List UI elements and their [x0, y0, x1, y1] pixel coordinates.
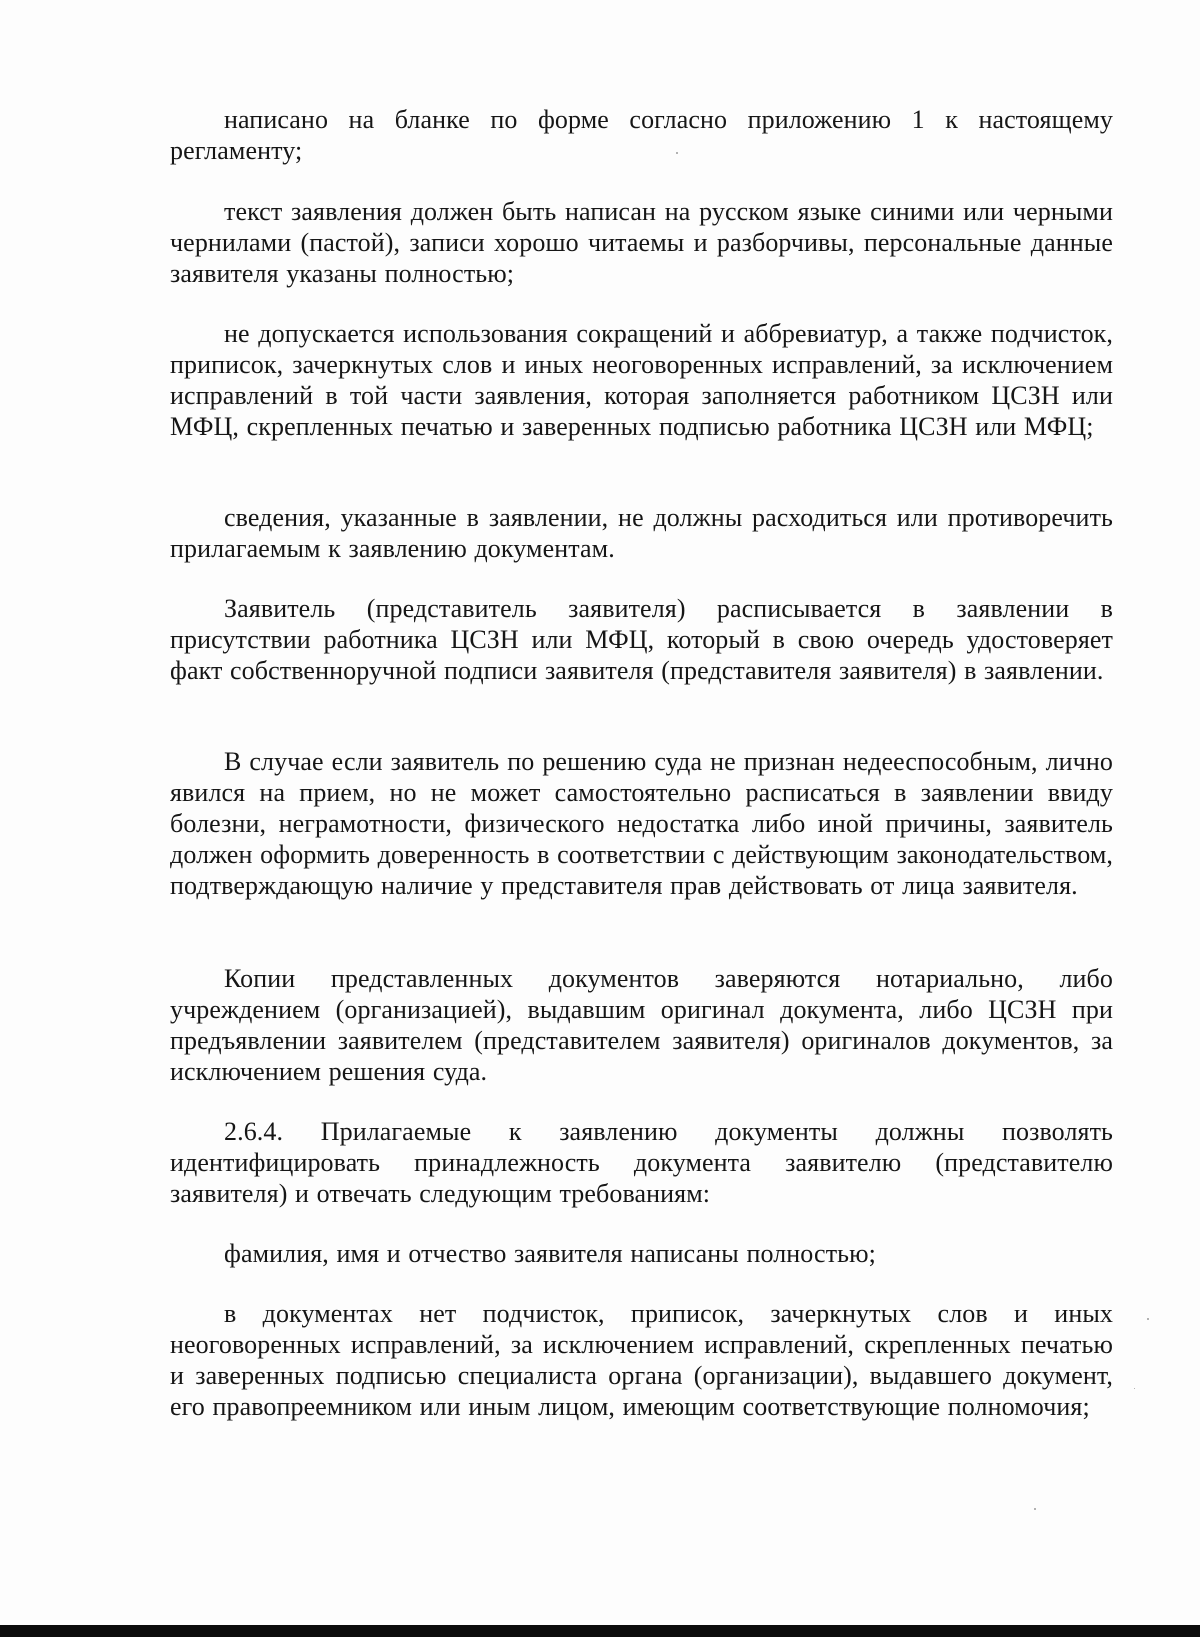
scan-speck [1034, 1508, 1036, 1510]
scan-speck [676, 152, 678, 154]
paragraph-section-2-6-4: 2.6.4. Прилагаемые к заявлению документы должны позволять идентифицировать принадлежность документа заявителю (представителю заявителя) и отвечать следующим требованиям: [170, 1117, 1113, 1208]
paragraph-no-corrections: в документах нет подчисток, приписок, зачеркнутых слов и иных неоговоренных исправлений, за исключением исправлений, скрепленных печатью и заверенных подписью специалиста органа (организации), выдавшего документ, его правопреемником или иным лицом, имеющим соответствующие полномочия; [170, 1299, 1113, 1421]
paragraph-power-of-attorney: В случае если заявитель по решению суда не признан недееспособным, лично явился на прием, но не может самостоятельно расписаться в заявлении ввиду болезни, неграмотности, физического недостатка либо иной причины, заявитель должен оформить доверенность в соответствии с действующим законодательством, подтверждающую наличие у представителя прав действовать от лица заявителя. [170, 747, 1113, 900]
paragraph-ink-and-language: текст заявления должен быть написан на русском языке синими или черными чернилами (пастой), записи хорошо читаемы и разборчивы, персональные данные заявителя указаны полностью; [170, 197, 1113, 288]
scan-speck [1147, 1318, 1149, 1320]
scan-bottom-edge [0, 1625, 1200, 1637]
paragraph-full-name: фамилия, имя и отчество заявителя написаны полностью; [224, 1239, 876, 1268]
paragraph-certified-copies: Копии представленных документов заверяются нотариально, либо учреждением (организацией), выдавшим оригинал документа, либо ЦСЗН при предъявлении заявителем (представителем заявителя) оригиналов документов, за исключением решения суда. [170, 964, 1113, 1086]
paragraph-consistency: сведения, указанные в заявлении, не должны расходиться или противоречить прилагаемым к заявлению документам. [170, 503, 1113, 563]
paragraph-form-requirement: написано на бланке по форме согласно приложению 1 к настоящему регламенту; [170, 105, 1113, 165]
paragraph-no-abbreviations: не допускается использования сокращений и аббревиатур, а также подчисток, приписок, зачеркнутых слов и иных неоговоренных исправлений, за исключением исправлений в той части заявления, которая заполняется работником ЦСЗН или МФЦ, скрепленных печатью и заверенных подписью работника ЦСЗН или МФЦ; [170, 319, 1113, 441]
paragraph-applicant-signature: Заявитель (представитель заявителя) расписывается в заявлении в присутствии работника ЦСЗН или МФЦ, который в свою очередь удостоверяет факт собственноручной подписи заявителя (представителя заявителя) в заявлении. [170, 594, 1113, 685]
scan-speck [1134, 1388, 1135, 1389]
